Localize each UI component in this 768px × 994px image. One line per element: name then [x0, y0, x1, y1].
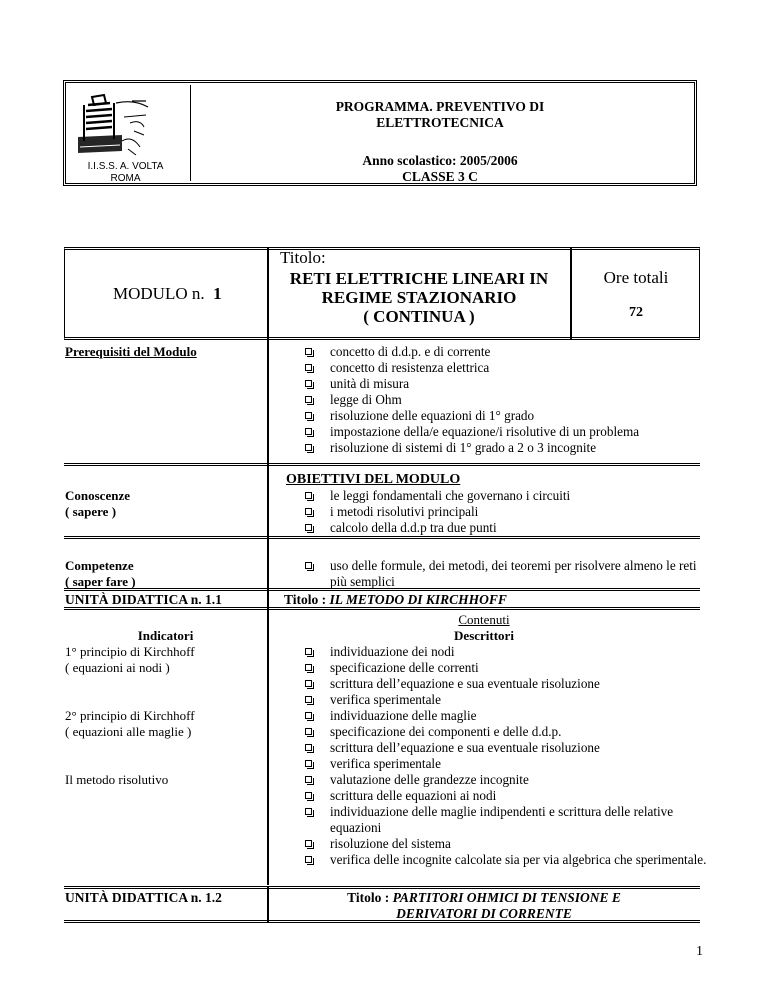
program-title — [250, 99, 630, 131]
hours-label: Ore totali — [603, 268, 669, 287]
module-title-line-1: RETI ELETTRICHE LINEARI IN — [289, 269, 549, 288]
unit-2-label: UNITÀ DIDATTICA n. 1.2 — [65, 890, 222, 905]
unit-2-title-prefix: Titolo : — [347, 890, 393, 905]
indicator-1 — [65, 644, 195, 676]
unit-2-title-line-2: DERIVATORI DI CORRENTE — [396, 906, 572, 921]
school-name — [68, 161, 183, 185]
unit-1-title — [284, 592, 507, 608]
list-item: individuazione delle maglie indipendenti e scrittura delle relative equazioni — [300, 804, 710, 836]
list-item: i metodi risolutivi principali — [300, 504, 710, 520]
hours-value: 72 — [629, 305, 643, 320]
list-item: valutazione delle grandezze incognite — [300, 772, 710, 788]
list-item: scrittura dell’equazione e sua eventuale risoluzione — [300, 740, 710, 756]
list-item: risoluzione del sistema — [300, 836, 710, 852]
knowledge-label-line-2: ( sapere ) — [65, 504, 117, 519]
list-item: verifica sperimentale — [300, 692, 710, 708]
row-separator — [64, 588, 700, 591]
objectives-heading: OBIETTIVI DEL MODULO — [286, 472, 461, 487]
indicator-2-line-2: ( equazioni alle maglie ) — [65, 724, 192, 739]
indicator-3 — [65, 772, 168, 788]
module-label: MODULO n. — [113, 284, 205, 303]
indicator-2-line-1: 2° principio di Kirchhoff — [65, 708, 195, 723]
list-item: impostazione della/e equazione/i risolutive di un problema — [300, 424, 710, 440]
list-item: specificazione delle correnti — [300, 660, 710, 676]
unit-1-title-text: IL METODO DI KIRCHHOFF — [329, 592, 507, 607]
indicator-1-line-2: ( equazioni ai nodi ) — [65, 660, 170, 675]
knowledge-list — [300, 488, 710, 536]
list-item: scrittura delle equazioni ai nodi — [300, 788, 710, 804]
module-title-line-3: ( CONTINUA ) — [363, 307, 475, 326]
module-title-line-2: REGIME STAZIONARIO — [321, 288, 517, 307]
module-number-label — [113, 284, 222, 304]
unit-2-title-line-1: PARTITORI OHMICI DI TENSIONE E — [392, 890, 621, 905]
contents-heading: Contenuti — [458, 612, 510, 627]
school-line-2: ROMA — [110, 173, 141, 184]
row-separator — [64, 886, 700, 889]
class-label: CLASSE 3 C — [402, 169, 478, 184]
descriptors-list-1 — [300, 644, 710, 708]
school-logo — [74, 89, 184, 159]
skills-label-line-1: Competenze — [65, 558, 134, 573]
prerequisites-label: Prerequisiti del Modulo — [65, 344, 197, 359]
module-number: 1 — [213, 284, 222, 303]
list-item: verifica sperimentale — [300, 756, 710, 772]
list-item: unità di misura — [300, 376, 710, 392]
descriptors-list-3 — [300, 772, 710, 868]
descriptors-heading: Descrittori — [454, 628, 514, 643]
knowledge-label — [65, 488, 130, 520]
skills-label-line-2: ( saper fare ) — [65, 574, 136, 589]
list-item: individuazione dei nodi — [300, 644, 710, 660]
skills-list — [300, 558, 710, 590]
school-year: Anno scolastico: 2005/2006 — [362, 153, 518, 168]
school-line-1: I.I.S.S. A. VOLTA — [87, 161, 164, 172]
row-separator — [64, 463, 700, 466]
list-item: scrittura dell’equazione e sua eventuale risoluzione — [300, 676, 710, 692]
prerequisites-list — [300, 344, 710, 456]
knowledge-label-line-1: Conoscenze — [65, 488, 130, 503]
list-item: verifica delle incognite calcolate sia per via algebrica che sperimentale. — [300, 852, 710, 868]
hours-divider — [570, 247, 572, 340]
indicator-1-line-1: 1° principio di Kirchhoff — [65, 644, 195, 659]
unit-1-title-prefix: Titolo : — [284, 592, 330, 607]
unit-1-label: UNITÀ DIDATTICA n. 1.1 — [65, 592, 222, 607]
unit-2-title — [268, 890, 700, 922]
program-title-line-1: PROGRAMMA. PREVENTIVO DI — [335, 99, 545, 114]
descriptors-list-2 — [300, 708, 710, 772]
indicator-3-line-1: Il metodo risolutivo — [65, 772, 169, 787]
page-number: 1 — [696, 944, 703, 959]
list-item: concetto di d.d.p. e di corrente — [300, 344, 710, 360]
list-item: specificazione dei componenti e delle d.d.p. — [300, 724, 710, 740]
list-item: risoluzione delle equazioni di 1° grado — [300, 408, 710, 424]
module-title-label: Titolo: — [280, 248, 326, 267]
row-separator — [64, 607, 700, 610]
list-item: le leggi fondamentali che governano i circuiti — [300, 488, 710, 504]
skills-label — [65, 558, 136, 590]
list-item: risoluzione di sistemi di 1° grado a 2 o 3 incognite — [300, 440, 710, 456]
row-separator — [64, 920, 700, 923]
list-item: legge di Ohm — [300, 392, 710, 408]
school-year-block — [250, 153, 630, 185]
list-item: calcolo della d.d.p tra due punti — [300, 520, 710, 536]
list-item: concetto di resistenza elettrica — [300, 360, 710, 376]
module-title — [268, 269, 570, 326]
indicator-2 — [65, 708, 195, 740]
list-item: uso delle formule, dei metodi, dei teoremi per risolvere almeno le reti più semplici — [300, 558, 710, 590]
program-title-line-2: ELETTROTECNICA — [376, 115, 504, 130]
indicators-heading: Indicatori — [137, 628, 194, 643]
list-item: individuazione delle maglie — [300, 708, 710, 724]
row-separator — [64, 536, 700, 539]
